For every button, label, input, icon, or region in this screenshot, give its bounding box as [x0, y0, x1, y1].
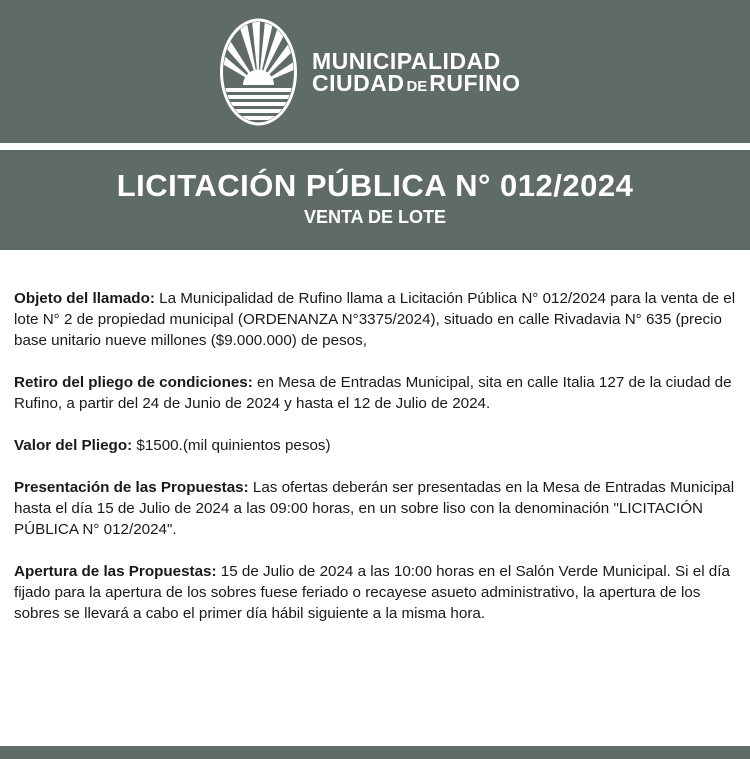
org-name-line1: MUNICIPALIDAD	[312, 48, 501, 74]
section-objeto	[14, 288, 736, 351]
footer-band	[0, 746, 750, 759]
section-presentacion	[14, 477, 736, 540]
section-label: Retiro del pliego de condiciones:	[14, 374, 253, 391]
section-label: Presentación de las Propuestas:	[14, 479, 249, 496]
page-title: LICITACIÓN PÚBLICA N° 012/2024	[116, 168, 634, 203]
org-name-de: DE	[406, 78, 428, 95]
header-divider	[0, 143, 750, 150]
section-label: Valor del Pliego:	[14, 437, 133, 454]
section-text: $1500.(mil quinientos pesos)	[132, 437, 331, 454]
section-apertura	[14, 561, 736, 624]
municipal-seal-logo	[219, 17, 298, 127]
section-valor	[14, 435, 736, 456]
section-label: Apertura de las Propuestas:	[14, 563, 217, 580]
page-subtitle: VENTA DE LOTE	[303, 207, 446, 227]
section-label: Objeto del llamado:	[14, 290, 155, 307]
notice-body	[14, 288, 736, 645]
org-name-rufino: RUFINO	[429, 70, 521, 96]
section-text: 15 de Julio de 2024 a las 10:00 horas en el Salón Verde Municipal. Si el día fijado para la apertura de los sobres fuese feriado o recayese asueto administrativo, la apertura de los sobres se llevará a cabo el primer día hábil siguiente a la misma hora.	[14, 563, 730, 622]
title-band	[0, 150, 750, 250]
org-name-line2	[312, 72, 520, 98]
header-band	[0, 0, 750, 143]
section-text: La Municipalidad de Rufino llama a Licitación Pública N° 012/2024 para la venta de el lote N° 2 de propiedad municipal (ORDENANZA N°3375/2024), situado en calle Rivadavia N° 635 (precio base unitario nueve millones ($9.000.000) de pesos,	[14, 290, 736, 349]
org-name-ciudad: CIUDAD	[312, 70, 405, 96]
section-text: Las ofertas deberán ser presentadas en la Mesa de Entradas Municipal hasta el día 15 de Julio de 2024 a las 09:00 horas, en un sobre liso con la denominación "LICITACIÓN PÚBLICA N° 012/2024".	[14, 479, 735, 538]
section-retiro	[14, 372, 736, 414]
section-text: en Mesa de Entradas Municipal, sita en calle Italia 127 de la ciudad de Rufino, a partir del 24 de Junio de 2024 y hasta el 12 de Julio de 2024.	[14, 374, 732, 412]
org-name	[312, 50, 520, 98]
